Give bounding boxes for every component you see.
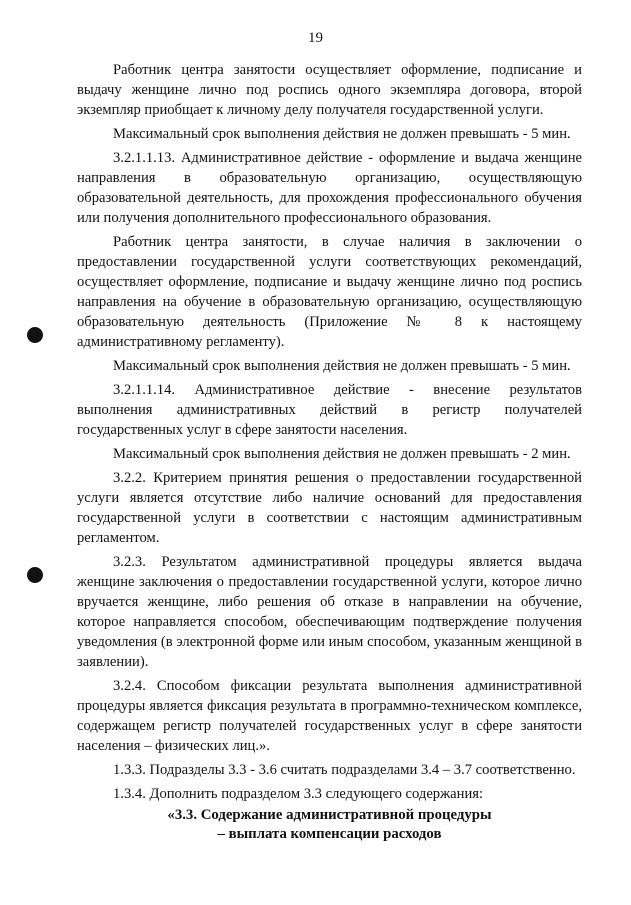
paragraph: 3.2.2. Критерием принятия решения о предоставлении государственной услуги является отсутствие либо наличие оснований для предоставления государственной услуги в соответствии с настоящим административным регламентом. [77, 470, 582, 546]
paragraph: Максимальный срок выполнения действия не должен превышать - 5 мин. [113, 126, 571, 142]
paragraph: Максимальный срок выполнения действия не должен превышать - 5 мин. [113, 358, 571, 374]
section-heading-line-1: «3.3. Содержание административной процедуры [167, 807, 492, 823]
page-number: 19 [308, 30, 323, 46]
paragraph: 1.3.4. Дополнить подразделом 3.3 следующего содержания: [113, 786, 484, 802]
paragraph: 3.2.1.1.14. Административное действие - внесение результатов выполнения административных действий в регистр получателей государственных услуг в сфере занятости населения. [77, 382, 582, 438]
punch-hole-bottom [27, 567, 43, 583]
paragraph: Работник центра занятости, в случае наличия в заключении о предоставлении государственной услуги соответствующих рекомендаций, осуществляет оформление, подписание и выдачу женщине лично под роспись направления на обучение в образовательную организацию, осуществляющую образовательную деятельность (Приложение № 8 к настоящему административному регламенту). [77, 234, 582, 350]
punch-hole-top [27, 327, 43, 343]
paragraph: 3.2.3. Результатом административной процедуры является выдача женщине заключения о предоставлении государственной услуги, которое лично вручается женщине, либо решения об отказе в направлении на обучение, которое направляется способом, обеспечивающим подтверждение получения уведомления (в электронной форме или иным способом, указанным женщиной в заявлении). [77, 554, 582, 670]
paragraph: Максимальный срок выполнения действия не должен превышать - 2 мин. [113, 446, 571, 462]
paragraph: 3.2.4. Способом фиксации результата выполнения административной процедуры является фиксация результата в программно-техническом комплексе, содержащем регистр получателей государственных услуг в сфере занятости населения – физических лиц.». [77, 678, 582, 754]
paragraph: Работник центра занятости осуществляет оформление, подписание и выдачу женщине лично под роспись одного экземпляра договора, второй экземпляр приобщает к личному делу получателя государственной услуги. [77, 62, 582, 118]
paragraph: 1.3.3. Подразделы 3.3 - 3.6 считать подразделами 3.4 – 3.7 соответственно. [113, 762, 576, 778]
document-body [77, 60, 582, 844]
paragraph: 3.2.1.1.13. Административное действие - оформление и выдача женщине направления в образовательную организацию, осуществляющую образовательной деятельность, для прохождения профессионального обучения или получения дополнительного профессионального образования. [77, 150, 582, 226]
section-heading-line-2: – выплата компенсации расходов [217, 826, 442, 842]
